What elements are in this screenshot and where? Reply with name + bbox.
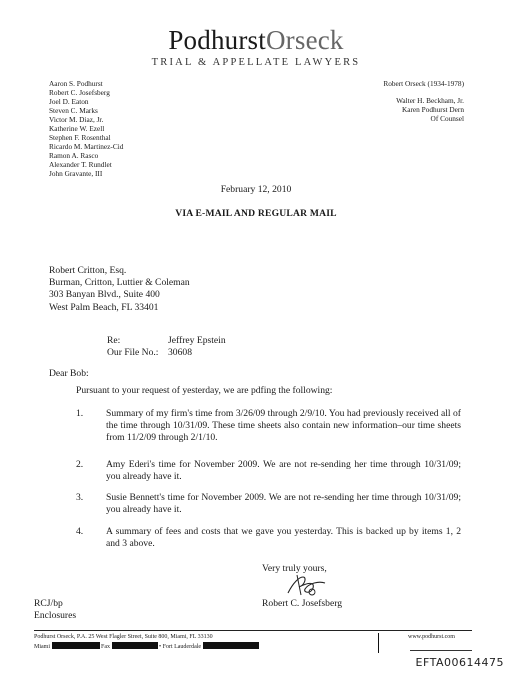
recipient-line: 303 Banyan Blvd., Suite 400 bbox=[49, 289, 160, 301]
attorney-name: Steven C. Marks bbox=[49, 105, 98, 115]
redaction-bar bbox=[203, 642, 259, 649]
attorney-name: Stephen F. Rosenthal bbox=[49, 132, 111, 142]
file-value: 30608 bbox=[168, 347, 192, 359]
attorney-list-right bbox=[340, 80, 464, 124]
re-value: Jeffrey Epstein bbox=[168, 335, 226, 346]
list-item-number: 2. bbox=[76, 459, 84, 470]
typist-initials: RCJ/bp bbox=[34, 598, 63, 609]
firm-tagline: TRIAL & APPELLATE LAWYERS bbox=[151, 57, 361, 68]
firm-name-first: Podhurst bbox=[168, 25, 266, 55]
recipient-address bbox=[49, 265, 190, 314]
footer-miami-label: Miami bbox=[34, 644, 50, 650]
list-item-text: Susie Bennett's time for November 2009. We are not re-sending her time through 10/31/09; you already have it. bbox=[106, 492, 461, 515]
bates-number: EFTA00614475 bbox=[415, 656, 504, 669]
re-label: Re: bbox=[107, 335, 121, 346]
redaction-bar bbox=[52, 642, 100, 649]
firm-name bbox=[0, 25, 512, 56]
recipient-line: West Palm Beach, FL 33401 bbox=[49, 301, 159, 313]
counsel-name: Karen Podhurst Dern bbox=[401, 104, 464, 114]
attorney-name: Robert C. Josefsberg bbox=[49, 87, 110, 97]
footer-divider bbox=[34, 630, 472, 631]
recipient-line: Burman, Critton, Luttier & Coleman bbox=[49, 277, 190, 289]
attorney-name: Ricardo M. Martinez-Cid bbox=[49, 141, 124, 151]
intro-paragraph: Pursuant to your request of yesterday, we are pdfing the following: bbox=[76, 385, 333, 396]
attorney-name: Aaron S. Podhurst bbox=[49, 79, 103, 88]
closing: Very truly yours, bbox=[262, 563, 327, 574]
attorney-name: Alexander T. Rundlet bbox=[49, 159, 112, 169]
attorney-name: Ramon A. Rasco bbox=[49, 150, 99, 160]
attorney-name: Victor M. Diaz, Jr. bbox=[49, 114, 104, 124]
recipient-line: Robert Critton, Esq. bbox=[49, 265, 127, 276]
footer-fort-lauderdale-label: • Fort Lauderdale bbox=[159, 644, 202, 650]
counsel-name: Walter H. Beckham, Jr. bbox=[396, 95, 464, 105]
list-item-text: Amy Ederi's time for November 2009. We are not re-sending her time through 10/31/09; you already have it. bbox=[106, 459, 461, 482]
firm-name-second: Orseck bbox=[265, 25, 344, 55]
list-item-number: 3. bbox=[76, 492, 84, 503]
handwritten-signature bbox=[285, 571, 329, 599]
footer-bottom-rule bbox=[410, 650, 472, 651]
founder-name: Robert Orseck (1934-1978) bbox=[383, 79, 464, 88]
signer-name: Robert C. Josefsberg bbox=[262, 598, 343, 609]
counsel-title: Of Counsel bbox=[430, 113, 464, 123]
attorney-name: Joel D. Eaton bbox=[49, 96, 89, 106]
list-item-text: A summary of fees and costs that we gave you yesterday. This is backed up by items 1, 2 and 3 above. bbox=[106, 526, 461, 549]
footer-fax-label: Fax bbox=[101, 644, 110, 650]
enclosures-note: Enclosures bbox=[34, 610, 77, 621]
letter-date: February 12, 2010 bbox=[220, 184, 292, 195]
attorney-name: Katherine W. Ezell bbox=[49, 123, 105, 133]
typist-initials-block bbox=[34, 598, 76, 622]
list-item-number: 1. bbox=[76, 408, 84, 419]
footer-address: Podhurst Orseck, P.A. 25 West Flagler Street, Suite 800, Miami, FL 33130 bbox=[34, 634, 213, 640]
attorney-list-left bbox=[49, 80, 123, 178]
delivery-method: VIA E-MAIL AND REGULAR MAIL bbox=[175, 208, 337, 219]
list-item-number: 4. bbox=[76, 526, 84, 537]
list-item-text: Summary of my firm's time from 3/26/09 through 2/9/10. You had previously received all of the time through 10/31/09. These time sheets also contain new information–our time sheets from 11/2/09 through 2/1/10. bbox=[106, 408, 461, 443]
reference-block bbox=[107, 335, 226, 359]
attorney-name: John Gravante, III bbox=[49, 168, 103, 178]
salutation: Dear Bob: bbox=[49, 368, 89, 379]
footer-website: www.podhurst.com bbox=[408, 634, 455, 640]
file-label: Our File No.: bbox=[107, 347, 159, 359]
footer-contacts bbox=[34, 642, 259, 650]
redaction-bar bbox=[112, 642, 158, 649]
footer-separator bbox=[378, 633, 379, 653]
